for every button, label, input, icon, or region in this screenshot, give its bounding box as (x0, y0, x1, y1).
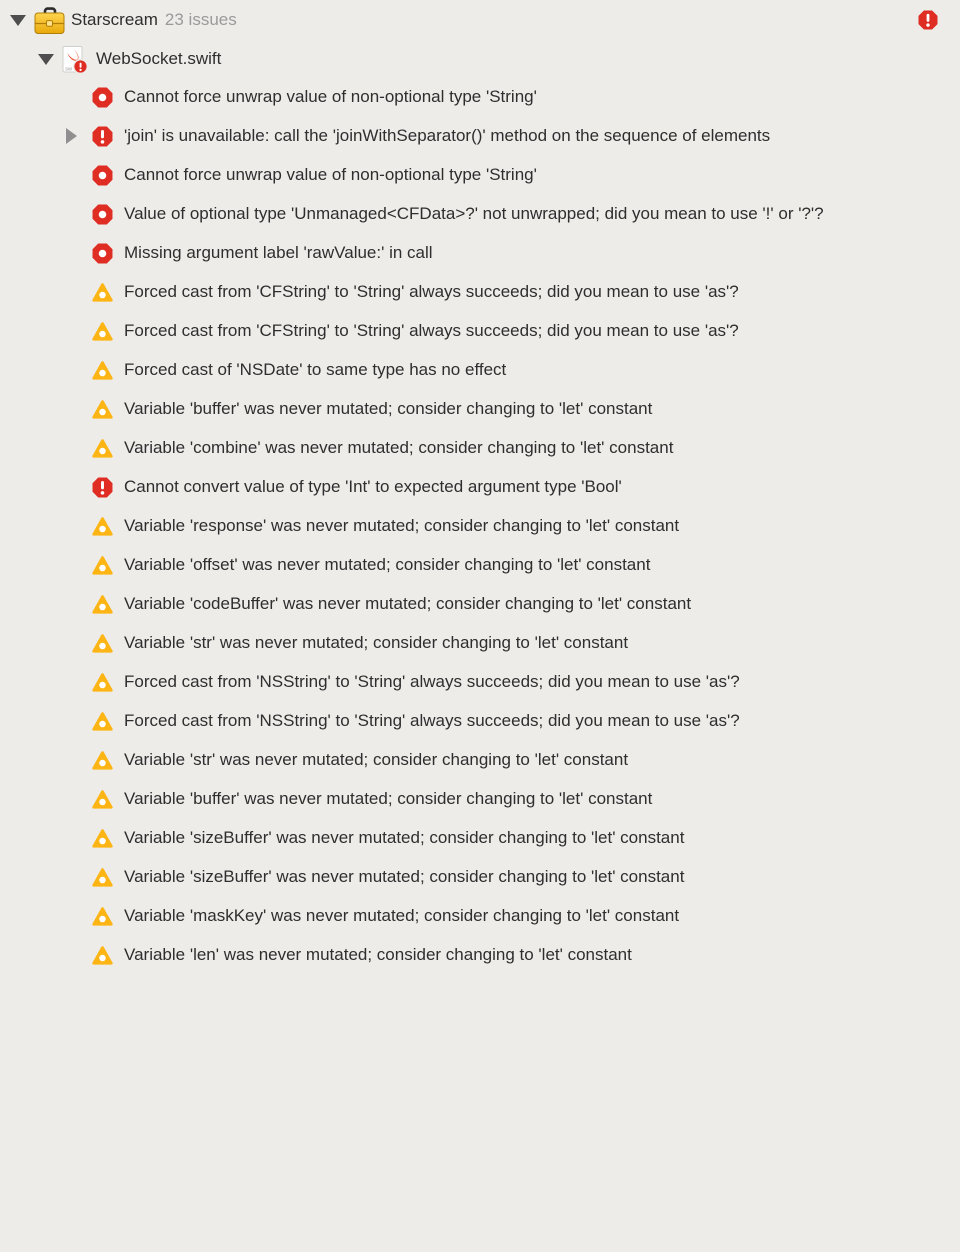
issue-text: Forced cast of 'NSDate' to same type has no effect (124, 360, 507, 379)
issue-row[interactable] (0, 429, 960, 468)
warning-triangle-icon (92, 395, 113, 423)
error-octagon-dot-icon (92, 83, 113, 111)
issue-row[interactable] (0, 78, 960, 117)
warning-triangle-icon (92, 278, 113, 306)
disclosure-down-icon[interactable] (38, 54, 54, 65)
issue-row[interactable] (0, 117, 960, 156)
warning-triangle-icon (92, 356, 113, 384)
warning-triangle-icon (92, 317, 113, 345)
issue-text: Value of optional type 'Unmanaged<CFData>?' not unwrapped; did you mean to use '!' or '?'? (124, 204, 824, 223)
issue-row[interactable] (0, 624, 960, 663)
issue-text: Variable 'combine' was never mutated; consider changing to 'let' constant (124, 438, 674, 457)
issues-count: 23 issues (164, 10, 237, 29)
warning-triangle-icon (92, 512, 113, 540)
error-octagon-exclamation-icon (918, 10, 938, 30)
issue-text: Variable 'sizeBuffer' was never mutated; consider changing to 'let' constant (124, 867, 685, 886)
warning-triangle-icon (92, 668, 113, 696)
svg-text:sw: sw (65, 66, 72, 72)
error-octagon-exclamation-icon (92, 473, 113, 501)
toolbox-icon (34, 6, 65, 35)
issue-text: Forced cast from 'NSString' to 'String' always succeeds; did you mean to use 'as'? (124, 711, 740, 730)
warning-triangle-icon (92, 824, 113, 852)
issue-text: Variable 'len' was never mutated; consider changing to 'let' constant (124, 945, 632, 964)
issue-row[interactable] (0, 702, 960, 741)
issue-row[interactable] (0, 351, 960, 390)
issue-text: Cannot force unwrap value of non-optional type 'String' (124, 87, 537, 106)
issue-row[interactable] (0, 936, 960, 975)
issue-list (0, 78, 960, 975)
issue-row[interactable] (0, 507, 960, 546)
swift-file-error-icon (62, 45, 88, 74)
warning-triangle-icon (92, 434, 113, 462)
issue-row[interactable] (0, 897, 960, 936)
issue-row[interactable] (0, 741, 960, 780)
warning-triangle-icon (92, 785, 113, 813)
issue-text: Cannot convert value of type 'Int' to expected argument type 'Bool' (124, 477, 622, 496)
issue-row[interactable] (0, 390, 960, 429)
issue-text: Forced cast from 'CFString' to 'String' always succeeds; did you mean to use 'as'? (124, 282, 739, 301)
issue-row[interactable] (0, 273, 960, 312)
issue-row[interactable] (0, 858, 960, 897)
issue-row[interactable] (0, 663, 960, 702)
issue-text: Variable 'sizeBuffer' was never mutated; consider changing to 'let' constant (124, 828, 685, 847)
warning-triangle-icon (92, 746, 113, 774)
warning-triangle-icon (92, 551, 113, 579)
issue-text: Variable 'maskKey' was never mutated; consider changing to 'let' constant (124, 906, 680, 925)
issue-text: Variable 'str' was never mutated; consider changing to 'let' constant (124, 750, 629, 769)
warning-triangle-icon (92, 902, 113, 930)
issue-row[interactable] (0, 156, 960, 195)
project-name: Starscream (71, 10, 158, 29)
issue-row[interactable] (0, 819, 960, 858)
warning-triangle-icon (92, 629, 113, 657)
issue-text: Forced cast from 'CFString' to 'String' always succeeds; did you mean to use 'as'? (124, 321, 739, 340)
issue-text: Variable 'buffer' was never mutated; consider changing to 'let' constant (124, 789, 653, 808)
warning-triangle-icon (92, 707, 113, 735)
file-name: WebSocket.swift (96, 49, 222, 68)
issue-text: Variable 'buffer' was never mutated; consider changing to 'let' constant (124, 399, 653, 418)
issue-text: Variable 'str' was never mutated; consider changing to 'let' constant (124, 633, 629, 652)
warning-triangle-icon (92, 590, 113, 618)
disclosure-down-icon[interactable] (10, 15, 26, 26)
issue-text: Cannot force unwrap value of non-optional type 'String' (124, 165, 537, 184)
warning-triangle-icon (92, 863, 113, 891)
issue-row[interactable] (0, 546, 960, 585)
error-octagon-dot-icon (92, 161, 113, 189)
issue-row[interactable] (0, 468, 960, 507)
project-group-row[interactable] (0, 0, 960, 40)
issue-text: Variable 'response' was never mutated; consider changing to 'let' constant (124, 516, 680, 535)
issue-row[interactable] (0, 234, 960, 273)
issue-row[interactable] (0, 780, 960, 819)
disclosure-right-icon[interactable] (66, 128, 77, 144)
issue-text: Variable 'codeBuffer' was never mutated; consider changing to 'let' constant (124, 594, 692, 613)
issue-text: Variable 'offset' was never mutated; consider changing to 'let' constant (124, 555, 651, 574)
issue-row[interactable] (0, 585, 960, 624)
issue-text: 'join' is unavailable: call the 'joinWithSeparator()' method on the sequence of elements (124, 126, 771, 145)
issue-text: Forced cast from 'NSString' to 'String' always succeeds; did you mean to use 'as'? (124, 672, 740, 691)
error-octagon-exclamation-icon (92, 122, 113, 150)
issue-row[interactable] (0, 312, 960, 351)
error-octagon-dot-icon (92, 200, 113, 228)
warning-triangle-icon (92, 941, 113, 969)
issue-text: Missing argument label 'rawValue:' in call (124, 243, 433, 262)
file-row[interactable] (0, 40, 960, 78)
error-octagon-dot-icon (92, 239, 113, 267)
issue-row[interactable] (0, 195, 960, 234)
